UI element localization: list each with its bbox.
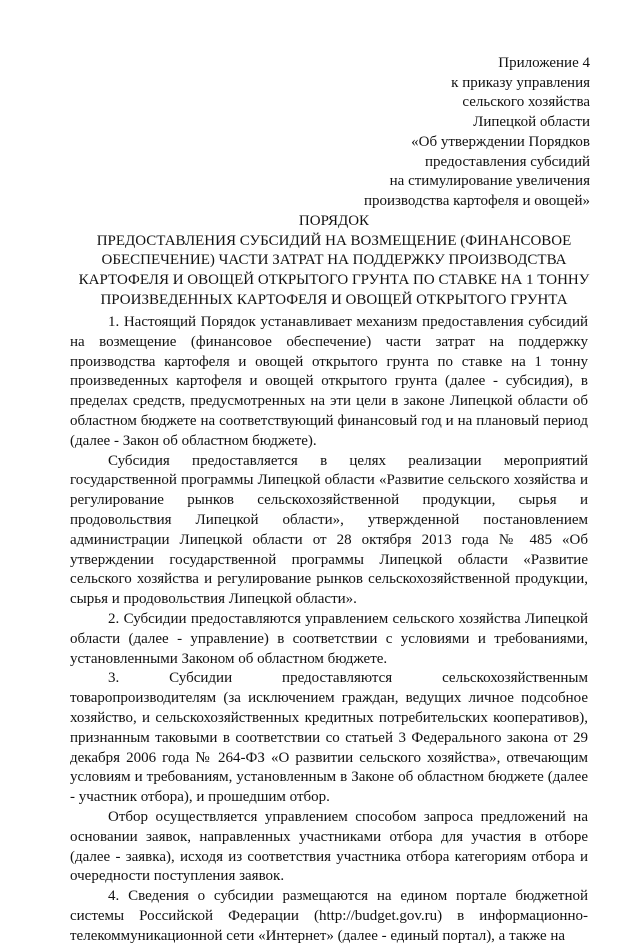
paragraph: Субсидия предоставляется в целях реализации мероприятий государственной программы Липецкой области «Развитие сельского хозяйства и регулирование рынков сельскохозяйственной продукции, сырья и продовольствия Липецкой области», утвержденной постановлением администрации Липецкой области от 28 октября 2013 года № 485 «Об утверждении государственной программы Липецкой области «Развитие сельского хозяйства и регулирование рынков сельскохозяйственной продукции, сырья и продовольствия Липецкой области». [70,452,588,608]
title-line: ПОРЯДОК [298,213,370,229]
title-line: ОБЕСПЕЧЕНИЕ) ЧАСТИ ЗАТРАТ НА ПОДДЕРЖКУ ПРОИЗВОДСТВА [101,252,567,269]
appendix-line: производства картофеля и овощей» [363,192,590,209]
title-line: КАРТОФЕЛЯ И ОВОЩЕЙ ОТКРЫТОГО ГРУНТА ПО СТАВКЕ НА 1 ТОННУ [78,272,590,289]
paragraph: 1. Настоящий Порядок устанавливает механизм предоставления субсидий на возмещение (финансовое обеспечение) части затрат на поддержку производства картофеля и овощей открытого грунта по ставке на 1 тонну произведенных картофеля и овощей открытого грунта (далее - субсидия), в пределах средств, предусмотренных на эти цели в законе Липецкой области об областном бюджете на соответствующий финансовый год и на плановый период (далее - Закон об областном бюджете). [70,314,588,449]
paragraph: 2. Субсидии предоставляются управлением сельского хозяйства Липецкой области (далее - управление) в соответствии с условиями и требованиями, установленными Законом об областном бюджете. [70,610,588,667]
paragraph: Отбор осуществляется управлением способом запроса предложений на основании заявок, направленных участниками отбора для участия в отборе (далее - заявка), исходя из соответствия участника отбора категориям отбора и очередности поступления заявок. [70,808,588,885]
appendix-line: Приложение 4 [498,55,590,71]
appendix-header [270,54,590,212]
paragraph: 3. Субсидии предоставляются сельскохозяйственным товаропроизводителям (за исключением граждан, ведущих личное подсобное хозяйство, и сельскохозяйственных кредитных потребительских кооперативов), признанным таковыми в соответствии со статьей 3 Федерального закона от 29 декабря 2006 года № 264-ФЗ «О развитии сельского хозяйства», отвечающим условиям и требованиям, установленным в Законе об областном бюджете (далее - участник отбора), и прошедшим отбор. [70,670,588,806]
appendix-line: «Об утверждении Порядков [411,133,590,150]
paragraph: 4. Сведения о субсидии размещаются на едином портале бюджетной системы Российской Федерации (http://budget.gov.ru) в информационно-телекоммуникационной сети «Интернет» (далее - единый портал), а также на [70,888,588,944]
title-line: ПРЕДОСТАВЛЕНИЯ СУБСИДИЙ НА ВОЗМЕЩЕНИЕ (ФИНАНСОВОЕ [96,232,572,249]
appendix-line: Липецкой области [473,114,590,131]
document-title [60,212,608,311]
document-body [70,313,588,947]
appendix-line: к приказу управления [451,74,590,91]
appendix-line: на стимулирование увеличения [389,173,590,190]
title-line: ПРОИЗВЕДЕННЫХ КАРТОФЕЛЯ И ОВОЩЕЙ ОТКРЫТОГО ГРУНТА [100,291,568,308]
appendix-line: сельского хозяйства [462,94,590,111]
appendix-line: предоставления субсидий [424,153,590,170]
